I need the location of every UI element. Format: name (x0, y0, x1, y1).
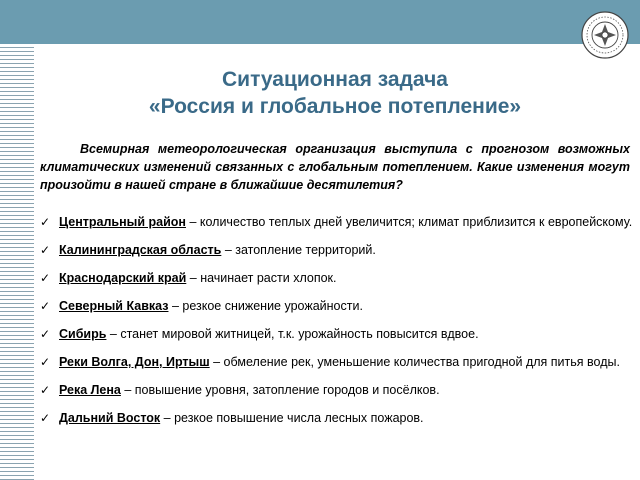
page-title (40, 66, 630, 120)
region-name: Реки Волга, Дон, Иртыш (59, 355, 210, 369)
title-line-1: Ситуационная задача (222, 68, 448, 91)
forecast-list (40, 214, 636, 438)
emblem-icon (580, 10, 630, 60)
checkmark-icon: ✓ (40, 243, 51, 257)
list-item (40, 242, 636, 259)
region-forecast: – затопление территорий. (221, 243, 376, 257)
region-forecast: – станет мировой житницей, т.к. урожайность повысится вдвое. (106, 327, 479, 341)
list-item (40, 214, 636, 231)
list-item (40, 326, 636, 343)
region-name: Дальний Восток (59, 411, 161, 425)
region-forecast: – резкое повышение числа лесных пожаров. (160, 411, 424, 425)
checkmark-icon: ✓ (40, 327, 51, 341)
region-name: Краснодарский край (59, 271, 187, 285)
region-forecast: – количество теплых дней увеличится; климат приблизится к европейскому. (185, 215, 633, 229)
list-item (40, 354, 636, 371)
region-name: Сибирь (59, 327, 107, 341)
checkmark-icon: ✓ (40, 299, 51, 313)
checkmark-icon: ✓ (40, 355, 51, 369)
list-item (40, 410, 636, 427)
list-item (40, 298, 636, 315)
region-name: Северный Кавказ (59, 299, 169, 313)
region-forecast: – резкое снижение урожайности. (168, 299, 363, 313)
region-forecast: – начинает расти хлопок. (186, 271, 337, 285)
list-item (40, 270, 636, 287)
region-forecast: – обмеление рек, уменьшение количества пригодной для питья воды. (209, 355, 620, 369)
decorative-stripes (0, 44, 34, 480)
region-forecast: – повышение уровня, затопление городов и посёлков. (120, 383, 440, 397)
intro-paragraph: Всемирная метеорологическая организация выступила с прогнозом возможных климатических изменений связанных с глобальным потеплением. Какие изменения могут произойти в нашей стране в ближайшие десятилетия? (40, 142, 630, 192)
list-item (40, 382, 636, 399)
region-name: Калининградская область (59, 243, 222, 257)
checkmark-icon: ✓ (40, 411, 51, 425)
region-name: Река Лена (59, 383, 121, 397)
checkmark-icon: ✓ (40, 215, 51, 229)
checkmark-icon: ✓ (40, 271, 51, 285)
region-name: Центральный район (59, 215, 186, 229)
title-line-2: «Россия и глобальное потепление» (148, 95, 522, 118)
checkmark-icon: ✓ (40, 383, 51, 397)
header-band (0, 0, 640, 44)
